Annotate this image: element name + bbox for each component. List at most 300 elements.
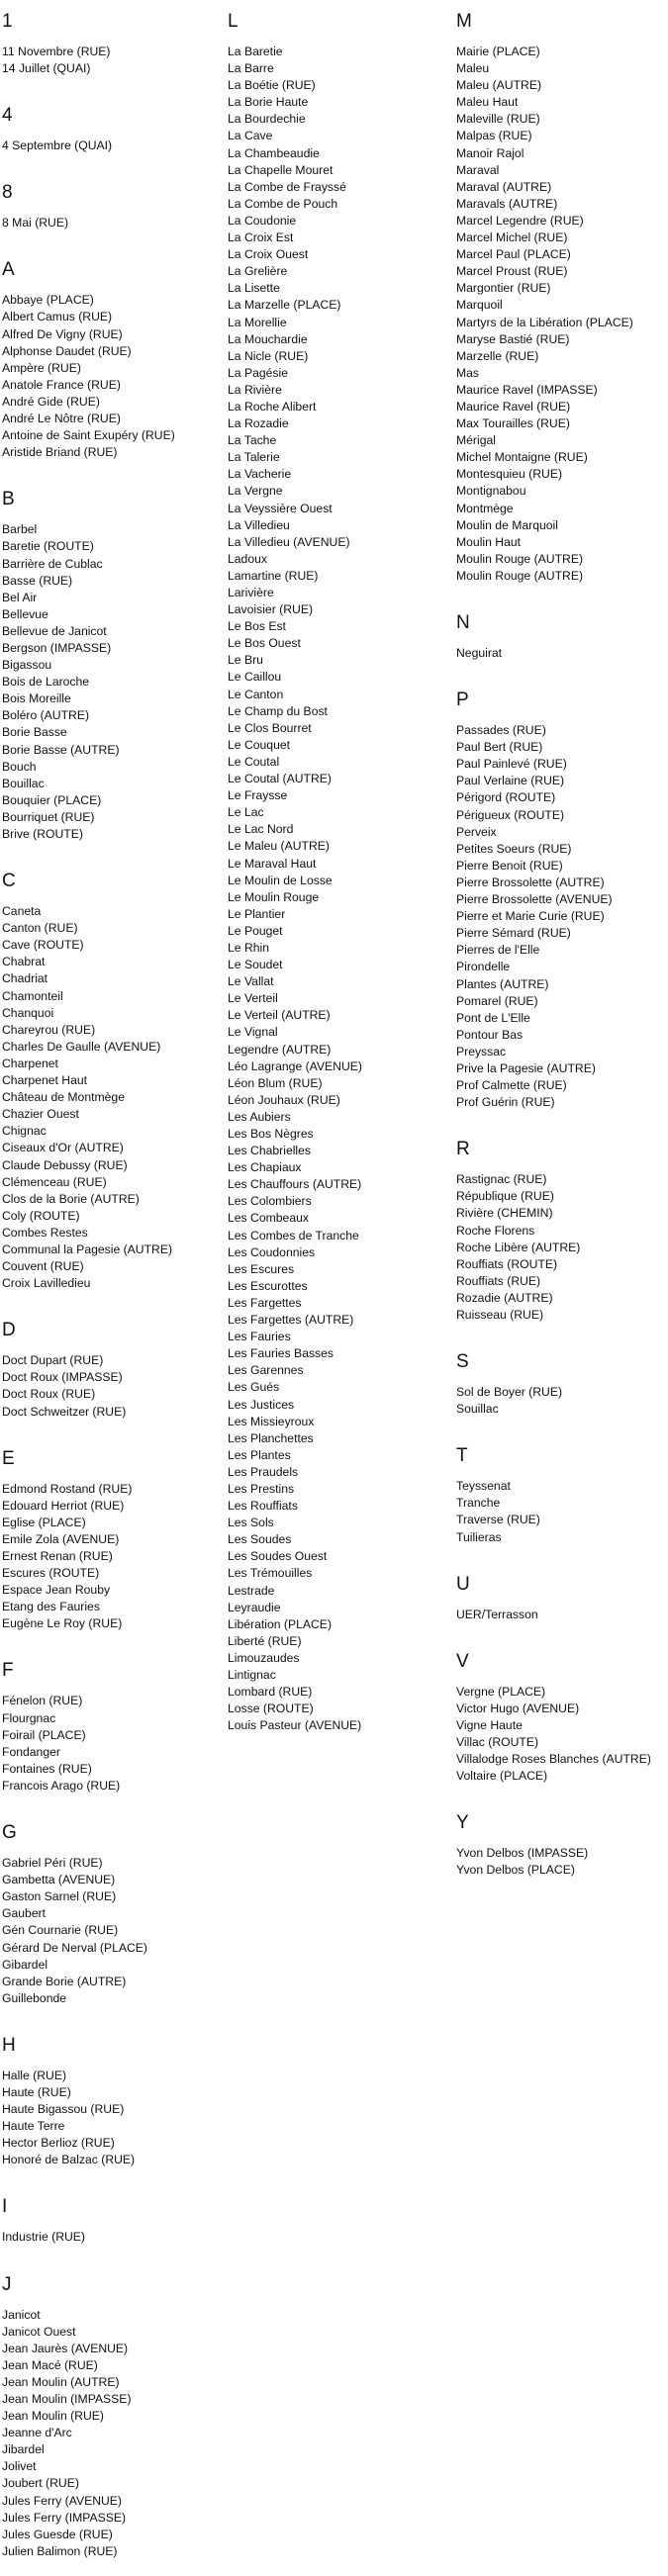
street-name-item: Bois de Laroche [2, 675, 90, 690]
street-name-item: Fénelon (RUE) [2, 1694, 83, 1708]
street-name-item: Brive (ROUTE) [2, 827, 83, 841]
street-name-item: Maleu (AUTRE) [456, 78, 542, 93]
street-name-item: Le Plantier [228, 906, 286, 921]
street-name-item: Alphonse Daudet (RUE) [2, 343, 132, 358]
section-spacer [2, 461, 225, 477]
section-spacer [2, 1421, 225, 1436]
street-name-item: Marzelle (RUE) [456, 348, 539, 363]
street-name-item: Le Verteil [228, 991, 278, 1006]
street-name-item: Croix Lavilledieu [2, 1276, 91, 1291]
letter-section [228, 11, 455, 1750]
section-spacer [456, 1324, 668, 1339]
street-name-item: Le Caillou [228, 670, 282, 685]
street-name-item: La Borie Haute [228, 95, 309, 110]
street-name-item: Le Coutal (AUTRE) [228, 772, 332, 786]
street-name-item: Maurice Ravel (RUE) [456, 399, 571, 414]
street-name-item: Mas [456, 365, 480, 380]
street-name-item: Ernest Renan (RUE) [2, 1549, 113, 1563]
street-name-item: Borie Basse (AUTRE) [2, 742, 120, 757]
letter-section [456, 1139, 668, 1339]
street-name-item: La Rozadie [228, 416, 289, 431]
letter-section [2, 259, 225, 477]
street-name-item: Rivière (CHEMIN) [456, 1206, 553, 1221]
street-name-item: Industrie (RUE) [2, 2230, 85, 2245]
letter-section [456, 1351, 668, 1433]
street-name-item: Jean Moulin (RUE) [2, 2409, 104, 2424]
street-name-item: Ladoux [228, 551, 267, 566]
section-spacer [2, 154, 225, 170]
street-name-item: Bois Moreille [2, 691, 71, 706]
street-name-item: Couvent (RUE) [2, 1259, 84, 1274]
street-name-item: Ciseaux d'Or (AUTRE) [2, 1141, 124, 1155]
section-letter-heading: M [456, 11, 472, 32]
street-name-item: Emile Zola (AVENUE) [2, 1531, 120, 1546]
street-name-item: Les Escurottes [228, 1278, 308, 1293]
letter-section [2, 1822, 225, 2023]
section-letter-heading: L [228, 11, 239, 32]
street-name-item: Tuilieras [456, 1529, 502, 1544]
street-name-item: Michel Montaigne (RUE) [456, 450, 588, 465]
street-name-item: Espace Jean Rouby [2, 1583, 111, 1598]
section-spacer [456, 1785, 668, 1800]
street-name-item: Lintignac [228, 1668, 276, 1682]
street-name-item: Pierre et Marie Curie (RUE) [456, 909, 605, 924]
street-name-item: Prof Calmette (RUE) [456, 1078, 567, 1093]
street-name-item: La Villedieu (AVENUE) [228, 534, 350, 549]
street-name-item: Ampère (RUE) [2, 360, 81, 375]
street-name-item: Paul Bert (RUE) [456, 740, 543, 755]
street-name-item: Pont de L'Elle [456, 1010, 530, 1025]
section-letter-heading: 8 [2, 182, 13, 204]
street-name-item: Barbel [2, 522, 38, 537]
street-name-item: Chabrat [2, 955, 46, 969]
section-letter-heading: I [2, 2196, 8, 2218]
section-spacer [456, 1880, 668, 1895]
street-name-item: Malpas (RUE) [456, 129, 532, 143]
street-name-item: Les Chabrielles [228, 1144, 312, 1158]
street-name-item: Gaubert [2, 1906, 47, 1921]
section-spacer [2, 77, 225, 93]
street-name-item: Clémenceau (RUE) [2, 1174, 107, 1189]
letter-section [2, 2035, 225, 2185]
street-name-item: Paul Painlevé (RUE) [456, 757, 567, 772]
street-name-item: André Le Nôtre (RUE) [2, 412, 121, 426]
street-name-item: Le Soudet [228, 958, 283, 972]
section-spacer [456, 1623, 668, 1639]
section-letter-heading: C [2, 871, 16, 892]
letter-section [2, 2274, 225, 2576]
section-letter-heading: R [456, 1139, 470, 1160]
section-spacer [2, 1794, 225, 1810]
street-name-item: Jules Guesde (RUE) [2, 2527, 113, 2541]
street-name-item: Le Canton [228, 687, 284, 701]
street-name-item: Les Fargettes (AUTRE) [228, 1313, 354, 1328]
street-name-item: Lavoisier (RUE) [228, 602, 314, 617]
street-name-item: Eglise (PLACE) [2, 1515, 86, 1529]
street-name-item: Paul Verlaine (RUE) [456, 774, 565, 788]
street-name-item: La Baretie [228, 45, 283, 58]
street-name-item: Combes Restes [2, 1225, 88, 1240]
street-name-item: La Vergne [228, 484, 283, 499]
street-name-item: Janicot Ouest [2, 2324, 76, 2339]
street-name-item: Bouquier (PLACE) [2, 792, 102, 807]
street-name-item: République (RUE) [456, 1189, 554, 1204]
street-name-item: Edouard Herriot (RUE) [2, 1498, 125, 1513]
street-name-item: Montignabou [456, 484, 526, 499]
street-name-item: Chadriat [2, 971, 48, 986]
street-name-item: La Vacherie [228, 467, 292, 482]
street-name-item: Périgueux (ROUTE) [456, 807, 565, 822]
street-name-item: Gén Cournarie (RUE) [2, 1923, 119, 1938]
letter-section [2, 11, 225, 93]
street-name-item: Le Vignal [228, 1025, 278, 1040]
street-name-item: Les Fauries [228, 1330, 291, 1344]
street-name-item: Le Bru [228, 653, 263, 668]
letter-section [456, 1574, 668, 1639]
street-name-item: Louis Pasteur (AVENUE) [228, 1718, 362, 1733]
street-name-item: Mairie (PLACE) [456, 45, 540, 58]
street-name-item: Sol de Boyer (RUE) [456, 1385, 563, 1400]
section-letter-heading: E [2, 1447, 15, 1469]
street-name-item: Les Rouffiats [228, 1499, 298, 1514]
street-name-item: Rouffiats (ROUTE) [456, 1256, 558, 1271]
street-name-item: La Roche Alibert [228, 399, 317, 414]
street-name-item: Les Chauffours (AUTRE) [228, 1177, 362, 1192]
street-name-item: Janicot [2, 2307, 41, 2322]
street-name-item: Moulin Rouge (AUTRE) [456, 551, 584, 566]
street-name-item: Baretie (ROUTE) [2, 539, 94, 554]
street-name-item: Pirondelle [456, 960, 511, 974]
street-name-item: Guillebonde [2, 1990, 67, 2005]
street-name-item: Pomarel (RUE) [456, 993, 538, 1008]
street-name-item: La Cave [228, 129, 273, 143]
section-letter-heading: U [456, 1573, 470, 1595]
street-name-item: Gibardel [2, 1957, 48, 1972]
section-spacer [228, 1734, 455, 1750]
street-name-item: Jean Moulin (AUTRE) [2, 2374, 120, 2389]
street-name-item: Montesquieu (RUE) [456, 467, 563, 482]
street-name-item: Lamartine (RUE) [228, 568, 319, 583]
street-name-item: Villalodge Roses Blanches (AUTRE) [456, 1752, 651, 1767]
street-name-item: Larivière [228, 586, 274, 599]
street-name-item: Gaston Sarnel (RUE) [2, 1889, 117, 1904]
street-name-item: Barrière de Cublac [2, 556, 103, 571]
street-name-item: Jolivet [2, 2459, 37, 2474]
street-name-item: Le Maleu (AUTRE) [228, 839, 330, 854]
street-name-item: Ruisseau (RUE) [456, 1308, 544, 1322]
street-index-column-3 [456, 0, 668, 1895]
street-name-item: Pierre Benoit (RUE) [456, 858, 563, 873]
street-name-item: Les Chapiaux [228, 1160, 302, 1175]
street-index-column-1 [2, 0, 225, 2576]
street-name-item: La Barre [228, 61, 274, 76]
street-name-item: Les Gués [228, 1380, 280, 1395]
street-name-item: Halle (RUE) [2, 2068, 67, 2082]
street-name-item: Maryse Bastié (RUE) [456, 331, 570, 346]
street-name-item: La Chapelle Mouret [228, 162, 334, 177]
street-name-item: Teyssenat [456, 1479, 511, 1494]
street-name-item: La Croix Est [228, 230, 294, 245]
section-letter-heading: B [2, 489, 15, 510]
street-name-item: Chignac [2, 1124, 47, 1139]
letter-section [2, 105, 225, 170]
section-letter-heading: J [2, 2273, 12, 2295]
street-name-item: Doct Roux (IMPASSE) [2, 1370, 123, 1385]
street-name-item: Le Pouget [228, 923, 283, 938]
section-letter-heading: N [456, 612, 470, 633]
street-name-item: Léon Blum (RUE) [228, 1075, 323, 1090]
street-name-item: Bigassou [2, 658, 52, 673]
section-spacer [456, 1418, 668, 1433]
street-name-item: Gabriel Péri (RUE) [2, 1856, 103, 1871]
street-name-item: Les Bos Nègres [228, 1127, 314, 1141]
letter-section [456, 612, 668, 678]
street-name-item: Jules Ferry (AVENUE) [2, 2493, 122, 2508]
street-name-item: Fondanger [2, 1744, 60, 1759]
street-name-item: Leyraudie [228, 1600, 281, 1614]
street-name-item: Boléro (AUTRE) [2, 708, 90, 723]
street-name-item: Etang des Fauries [2, 1600, 100, 1614]
street-name-item: Bel Air [2, 590, 38, 604]
street-name-item: Roche Florens [456, 1223, 535, 1238]
street-name-item: La Boétie (RUE) [228, 78, 316, 93]
street-name-item: Le Lac [228, 805, 264, 820]
street-name-item: Le Bos Ouest [228, 636, 301, 651]
street-name-item: La Villedieu [228, 517, 290, 532]
street-name-item: Chamonteil [2, 988, 63, 1003]
street-name-item: Haute (RUE) [2, 2084, 71, 2099]
street-name-item: Tranche [456, 1496, 501, 1511]
street-name-item: Prof Guérin (RUE) [456, 1095, 555, 1110]
section-letter-heading: S [456, 1351, 469, 1373]
street-name-item: Haute Bigassou (RUE) [2, 2102, 125, 2117]
street-name-item: Petites Soeurs (RUE) [456, 841, 572, 856]
section-letter-heading: D [2, 1320, 16, 1341]
street-name-item: Gérard De Nerval (PLACE) [2, 1940, 147, 1955]
street-name-item: Pierre Brossolette (AUTRE) [456, 874, 605, 889]
street-name-item: Marcel Proust (RUE) [456, 264, 568, 279]
street-name-item: Gambetta (AVENUE) [2, 1873, 116, 1887]
street-name-item: Doct Schweitzer (RUE) [2, 1404, 127, 1419]
street-name-item: Léon Jouhaux (RUE) [228, 1092, 340, 1107]
street-name-item: Victor Hugo (AVENUE) [456, 1701, 580, 1715]
letter-section [2, 2196, 225, 2261]
street-name-item: Perveix [456, 824, 497, 839]
section-spacer [2, 843, 225, 859]
street-name-item: La Tache [228, 433, 277, 448]
street-name-item: Les Colombiers [228, 1194, 312, 1209]
street-name-item: Le Coutal [228, 754, 280, 769]
street-name-item: La Talerie [228, 450, 280, 465]
section-letter-heading: A [2, 259, 15, 281]
street-name-item: La Coudonie [228, 213, 297, 228]
street-name-item: Flourgnac [2, 1710, 56, 1725]
letter-section [456, 1651, 668, 1801]
street-name-item: Traverse (RUE) [456, 1513, 540, 1527]
street-name-item: Chareyrou (RUE) [2, 1022, 96, 1037]
street-name-item: Losse (ROUTE) [228, 1702, 314, 1716]
street-name-item: Jean Jaurès (AVENUE) [2, 2341, 129, 2355]
section-spacer [456, 662, 668, 678]
street-name-item: Preyssac [456, 1044, 507, 1058]
section-letter-heading: Y [456, 1812, 469, 1834]
street-name-item: Anatole France (RUE) [2, 377, 121, 392]
street-name-item: La Mouchardie [228, 331, 308, 346]
street-name-item: Les Combes de Tranche [228, 1228, 359, 1242]
letter-section [456, 1812, 668, 1894]
street-name-item: Les Missieyroux [228, 1414, 315, 1428]
street-index-column-2 [228, 0, 455, 1750]
letter-section [456, 1445, 668, 1561]
street-name-item: Coly (ROUTE) [2, 1208, 80, 1223]
street-name-item: Plantes (AUTRE) [456, 976, 549, 991]
street-name-item: Pierres de l'Elle [456, 943, 540, 958]
street-name-item: Jean Macé (RUE) [2, 2357, 98, 2372]
street-name-item: La Chambeaudie [228, 145, 320, 160]
street-name-item: La Croix Ouest [228, 247, 309, 262]
street-name-item: Maleu [456, 61, 490, 76]
section-letter-heading: 4 [2, 105, 13, 127]
street-name-item: Edmond Rostand (RUE) [2, 1481, 133, 1496]
section-spacer [2, 2247, 225, 2262]
street-name-item: Léo Lagrange (AVENUE) [228, 1058, 362, 1073]
street-name-item: Bouillac [2, 776, 45, 790]
section-spacer [2, 1292, 225, 1308]
section-letter-heading: F [2, 1660, 14, 1682]
street-name-item: Les Fauries Basses [228, 1346, 334, 1361]
street-name-item: Borie Basse [2, 725, 67, 740]
street-name-item: La Pagésie [228, 365, 288, 380]
street-name-item: Les Aubiers [228, 1109, 291, 1124]
street-name-item: Roche Libère (AUTRE) [456, 1240, 581, 1254]
street-name-item: Doct Roux (RUE) [2, 1387, 96, 1402]
street-name-item: Les Sols [228, 1516, 274, 1530]
street-name-item: Le Clos Bourret [228, 720, 312, 735]
street-name-item: Les Praudels [228, 1464, 299, 1479]
street-name-item: Montmège [456, 501, 514, 515]
street-name-item: Clos de la Borie (AUTRE) [2, 1191, 140, 1206]
street-name-item: Neguirat [456, 646, 503, 660]
street-name-item: Haute Terre [2, 2119, 65, 2134]
street-name-item: Maraval (AUTRE) [456, 179, 552, 194]
street-name-item: Claude Debussy (RUE) [2, 1157, 128, 1172]
street-name-item: Marcel Michel (RUE) [456, 230, 568, 245]
street-name-item: 8 Mai (RUE) [2, 216, 69, 230]
section-spacer [2, 2560, 225, 2576]
street-name-item: Legendre (AUTRE) [228, 1042, 332, 1057]
street-name-item: Le Vallat [228, 974, 274, 989]
street-name-item: Charpenet [2, 1056, 58, 1070]
section-letter-heading: T [456, 1445, 468, 1467]
street-name-item: Francois Arago (RUE) [2, 1778, 121, 1793]
street-name-item: La Nicle (RUE) [228, 348, 309, 363]
street-name-item: Les Fargettes [228, 1295, 302, 1310]
street-name-item: Manoir Rajol [456, 145, 525, 160]
street-name-item: Les Prestins [228, 1481, 295, 1496]
street-name-item: La Marzelle (PLACE) [228, 298, 341, 313]
street-name-item: Rozadie (AUTRE) [456, 1290, 553, 1305]
street-name-item: Moulin Haut [456, 534, 522, 549]
street-name-item: Le Fraysse [228, 788, 288, 803]
street-name-item: Maurice Ravel (IMPASSE) [456, 382, 598, 397]
street-name-item: Le Moulin Rouge [228, 889, 320, 904]
street-name-item: UER/Terrasson [456, 1607, 538, 1621]
street-name-item: Les Soudes [228, 1532, 292, 1547]
street-name-item: Max Tourailles (RUE) [456, 416, 570, 431]
street-name-item: Yvon Delbos (PLACE) [456, 1863, 575, 1878]
street-name-item: Le Verteil (AUTRE) [228, 1008, 331, 1023]
street-name-item: 14 Juillet (QUAI) [2, 61, 91, 76]
street-name-item: Basse (RUE) [2, 573, 73, 588]
section-letter-heading: 1 [2, 11, 13, 32]
street-name-item: Lombard (RUE) [228, 1685, 313, 1700]
street-name-item: La Combe de Frayssé [228, 179, 346, 194]
street-name-item: 4 Septembre (QUAI) [2, 138, 113, 153]
street-name-item: Le Lac Nord [228, 822, 294, 837]
section-spacer [456, 1546, 668, 1562]
street-name-item: Aristide Briand (RUE) [2, 445, 118, 460]
street-name-item: Villac (ROUTE) [456, 1735, 539, 1750]
street-name-item: Les Escures [228, 1261, 295, 1276]
street-name-item: Le Rhin [228, 940, 270, 955]
letter-section [2, 1660, 225, 1810]
street-name-item: Souillac [456, 1402, 499, 1417]
street-name-item: Antoine de Saint Exupéry (RUE) [2, 428, 175, 443]
street-name-item: Bouch [2, 759, 37, 774]
street-name-item: Périgord (ROUTE) [456, 790, 556, 805]
street-name-item: Julien Balimon (RUE) [2, 2543, 118, 2558]
street-name-item: La Combe de Pouch [228, 196, 338, 211]
street-name-item: Les Planchettes [228, 1430, 314, 1445]
street-name-item: La Lisette [228, 281, 280, 296]
street-name-item: Rastignac (RUE) [456, 1172, 547, 1187]
section-spacer [2, 2168, 225, 2184]
letter-section [2, 182, 225, 247]
section-spacer [456, 1111, 668, 1127]
section-spacer [2, 1632, 225, 1648]
street-name-item: Caneta [2, 904, 42, 919]
street-name-item: 11 Novembre (RUE) [2, 45, 111, 58]
street-name-item: Doct Dupart (RUE) [2, 1353, 104, 1368]
street-name-item: Hector Berlioz (RUE) [2, 2136, 115, 2151]
street-name-item: Le Moulin de Losse [228, 873, 333, 887]
street-name-item: Prive la Pagesie (AUTRE) [456, 1060, 596, 1075]
street-name-item: Communal la Pagesie (AUTRE) [2, 1242, 173, 1256]
street-name-item: Liberté (RUE) [228, 1633, 302, 1648]
street-name-item: Maleville (RUE) [456, 112, 540, 127]
letter-section [2, 871, 225, 1308]
section-letter-heading: V [456, 1650, 469, 1672]
street-name-item: La Veyssière Ouest [228, 501, 333, 515]
street-name-item: Bergson (IMPASSE) [2, 640, 112, 655]
section-spacer [2, 231, 225, 247]
street-name-item: Maleu Haut [456, 95, 519, 110]
street-name-item: Rouffiats (RUE) [456, 1273, 541, 1288]
street-name-item: Limouzaudes [228, 1650, 300, 1665]
street-name-item: Les Garennes [228, 1363, 304, 1378]
street-name-item: Château de Montmège [2, 1090, 125, 1105]
street-name-item: Margontier (RUE) [456, 281, 551, 296]
street-name-item: Jules Ferry (IMPASSE) [2, 2510, 127, 2525]
street-name-item: Jeanne d'Arc [2, 2426, 72, 2440]
street-name-item: Les Soudes Ouest [228, 1549, 328, 1564]
street-name-item: La Rivière [228, 382, 282, 397]
section-spacer [456, 585, 668, 600]
street-name-item: Pierre Brossolette (AVENUE) [456, 892, 613, 907]
street-name-item: Marquoil [456, 298, 503, 313]
street-name-item: La Bourdechie [228, 112, 306, 127]
street-name-item: Libération (PLACE) [228, 1616, 332, 1631]
